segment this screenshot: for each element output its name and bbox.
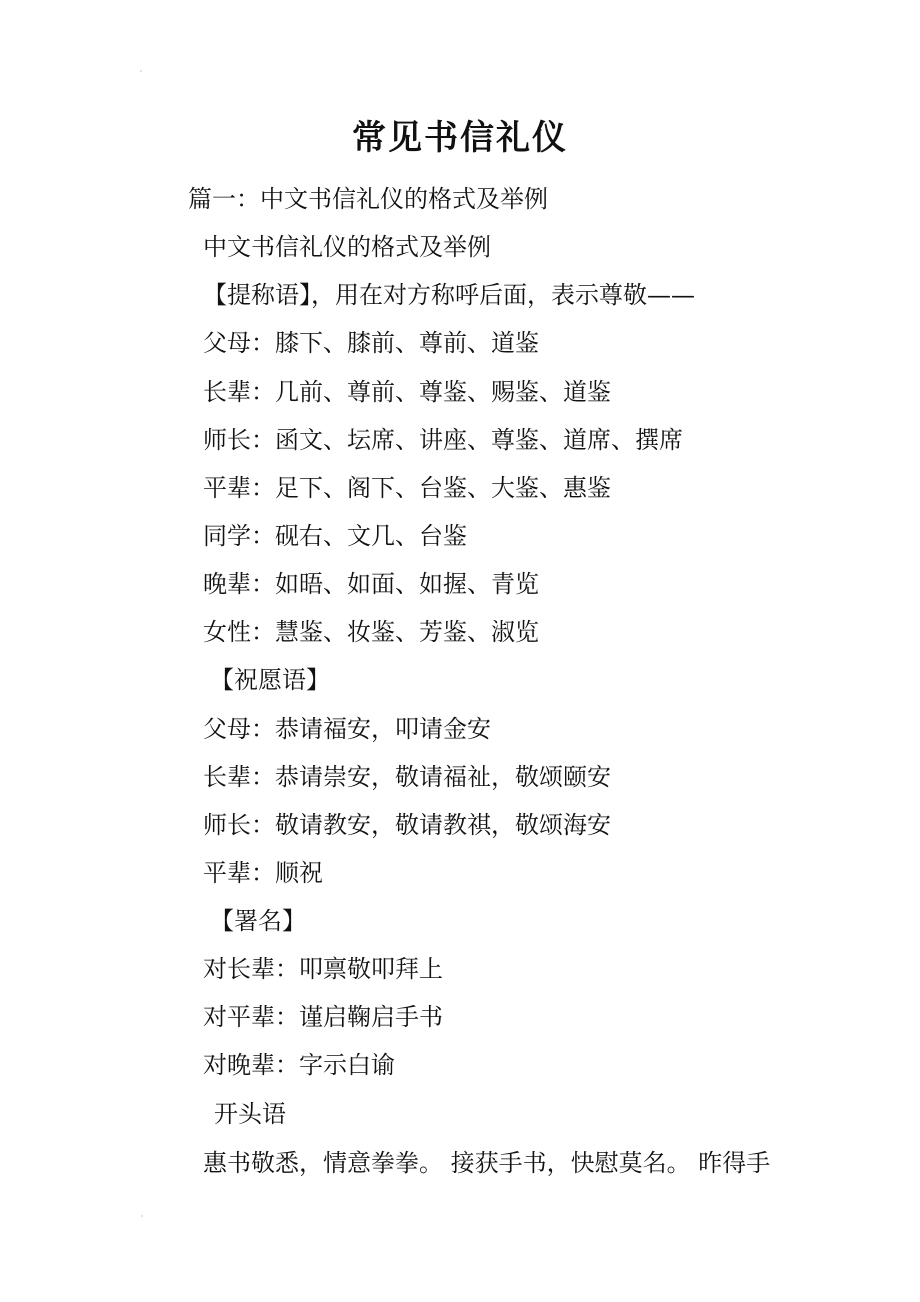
paragraph-line: 对晚辈：字示白谕	[203, 1051, 395, 1079]
paragraph-line: 对长辈：叩禀敬叩拜上	[203, 955, 443, 983]
subheading: 中文书信礼仪的格式及举例	[203, 233, 491, 261]
subheading: 【祝愿语】	[210, 666, 330, 694]
scan-speck	[140, 70, 142, 72]
paragraph-line: 长辈：几前、尊前、尊鉴、赐鉴、道鉴	[203, 378, 611, 406]
paragraph-line: 惠书敬悉，情意拳拳。 接获手书，快慰莫名。 昨得手	[203, 1149, 771, 1177]
document-title: 常见书信礼仪	[352, 118, 568, 158]
subheading: 开头语	[214, 1100, 286, 1128]
paragraph-line: 【提称语】，用在对方称呼后面，表示尊敬——	[203, 281, 695, 309]
paragraph-line: 父母：膝下、膝前、尊前、道鉴	[203, 329, 539, 357]
paragraph-line: 同学：砚右、文几、台鉴	[203, 522, 467, 550]
paragraph-line: 晚辈：如晤、如面、如握、青览	[203, 570, 539, 598]
subheading: 【署名】	[210, 907, 306, 935]
paragraph-line: 长辈：恭请崇安，敬请福祉，敬颂颐安	[203, 763, 611, 791]
section-heading: 篇一：中文书信礼仪的格式及举例	[188, 185, 548, 213]
paragraph-line: 父母：恭请福安，叩请金安	[203, 715, 491, 743]
paragraph-line: 师长：敬请教安，敬请教祺，敬颂海安	[203, 811, 611, 839]
paragraph-line: 平辈：顺祝	[203, 859, 323, 887]
paragraph-line: 对平辈：谨启鞠启手书	[203, 1003, 443, 1031]
paragraph-line: 平辈：足下、阁下、台鉴、大鉴、惠鉴	[203, 474, 611, 502]
paragraph-line: 师长：函文、坛席、讲座、尊鉴、道席、撰席	[203, 426, 683, 454]
paragraph-line: 女性：慧鉴、妆鉴、芳鉴、淑览	[203, 618, 539, 646]
scan-speck	[141, 1215, 143, 1217]
